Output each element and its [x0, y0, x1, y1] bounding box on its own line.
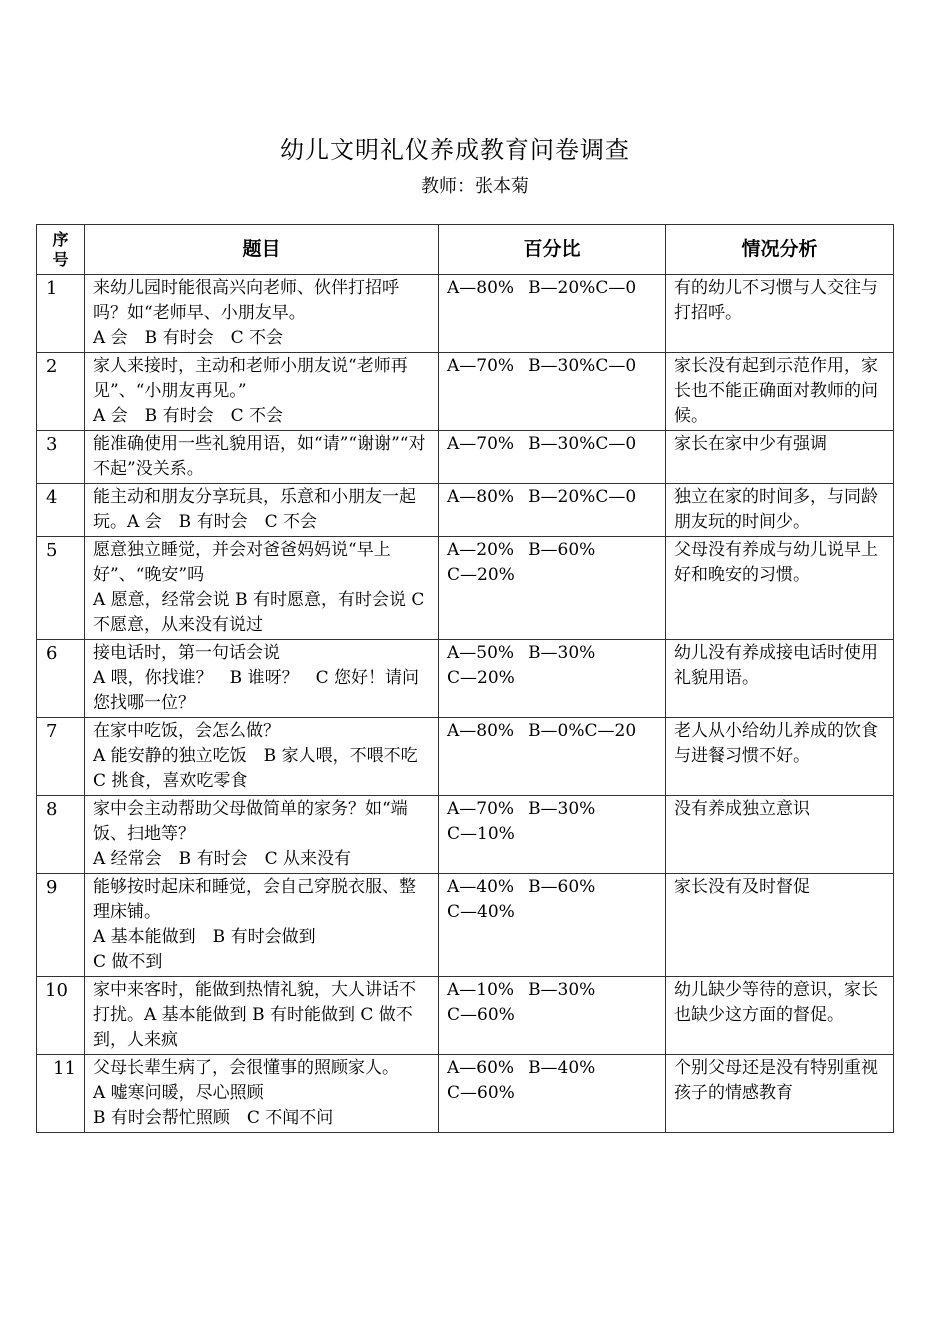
table-row	[37, 977, 894, 1055]
question-text: A 会 B 有时会 C 不会	[93, 406, 283, 426]
percentage-a: A—70%	[447, 434, 515, 454]
percentage-cell	[439, 977, 666, 1055]
header-percentage: 百分比	[439, 225, 666, 275]
question-text: 接电话时，第一句话会说	[93, 643, 280, 663]
analysis-cell: 没有养成独立意识	[666, 796, 894, 874]
row-number: 7	[37, 718, 85, 796]
table-row	[37, 874, 894, 977]
percentage-b: B—30%	[528, 980, 596, 1000]
percentage-b: B—20%	[528, 487, 596, 507]
percentage-c: C—60%	[447, 1005, 515, 1025]
header-analysis: 情况分析	[666, 225, 894, 275]
row-number: 3	[37, 431, 85, 484]
table-row	[37, 275, 894, 353]
question-text: 父母长辈生病了，会很懂事的照顾家人。	[93, 1058, 399, 1078]
percentage-c: C—20%	[447, 668, 515, 688]
table-row	[37, 718, 894, 796]
percentage-b: B—30%	[528, 356, 596, 376]
question-cell	[85, 640, 439, 718]
table-row	[37, 353, 894, 431]
analysis-cell: 父母没有养成与幼儿说早上好和晚安的习惯。	[666, 537, 894, 640]
percentage-cell	[439, 353, 666, 431]
analysis-cell: 有的幼儿不习惯与人交往与打招呼。	[666, 275, 894, 353]
analysis-cell: 幼儿缺少等待的意识，家长也缺少这方面的督促。	[666, 977, 894, 1055]
row-number: 8	[37, 796, 85, 874]
question-text: A 嘘寒问暖，尽心照顾	[93, 1083, 264, 1103]
header-number-line1: 序	[52, 229, 69, 249]
question-text: 家中会主动帮助父母做简单的家务？如“端饭、扫地等？	[93, 799, 408, 844]
question-cell	[85, 874, 439, 977]
percentage-c: C—40%	[447, 902, 515, 922]
table-row	[37, 537, 894, 640]
question-cell	[85, 537, 439, 640]
percentage-c: C—0	[595, 487, 637, 507]
analysis-cell: 幼儿没有养成接电话时使用礼貌用语。	[666, 640, 894, 718]
question-text: 来幼儿园时能很高兴向老师、伙伴打招呼吗？如“老师早、小朋友早。	[93, 278, 399, 323]
percentage-cell	[439, 275, 666, 353]
row-number: 1	[37, 275, 85, 353]
percentage-a: A—80%	[447, 487, 515, 507]
question-text: A 经常会 B 有时会 C 从来没有	[93, 849, 351, 869]
question-text: 家中来客时，能做到热情礼貌，大人讲话不打扰。A 基本能做到 B 有时能做到 C 做不到，人来疯	[93, 980, 416, 1050]
percentage-a: A—70%	[447, 799, 515, 819]
percentage-cell	[439, 640, 666, 718]
table-row	[37, 796, 894, 874]
header-question: 题目	[85, 225, 439, 275]
table-row	[37, 1055, 894, 1133]
percentage-b: B—60%	[528, 877, 596, 897]
question-text: A 会 B 有时会 C 不会	[93, 328, 283, 348]
percentage-a: A—40%	[447, 877, 515, 897]
question-text: 家人来接时，主动和老师小朋友说“老师再见”、“小朋友再见。”	[93, 356, 408, 401]
percentage-b: B—20%	[528, 278, 596, 298]
teacher-name: 教师：张本菊	[421, 176, 529, 197]
question-text: A 基本能做到 B 有时会做到	[93, 927, 316, 947]
question-cell	[85, 431, 439, 484]
question-cell	[85, 718, 439, 796]
percentage-cell	[439, 537, 666, 640]
question-text: 在家中吃饭，会怎么做？	[93, 721, 280, 741]
question-cell	[85, 796, 439, 874]
percentage-c: C—0	[595, 356, 637, 376]
question-cell	[85, 484, 439, 537]
header-number	[37, 225, 85, 275]
percentage-cell	[439, 874, 666, 977]
percentage-c: C—0	[595, 278, 637, 298]
table-row	[37, 431, 894, 484]
question-text: 能主动和朋友分享玩具，乐意和小朋友一起玩。A 会 B 有时会 C 不会	[93, 487, 416, 532]
percentage-a: A—80%	[447, 721, 515, 741]
percentage-a: A—20%	[447, 540, 515, 560]
analysis-cell: 家长没有及时督促	[666, 874, 894, 977]
survey-table	[36, 224, 894, 1133]
percentage-b: B—40%	[528, 1058, 596, 1078]
analysis-cell: 个别父母还是没有特别重视孩子的情感教育	[666, 1055, 894, 1133]
row-number: 4	[37, 484, 85, 537]
analysis-cell: 独立在家的时间多，与同龄朋友玩的时间少。	[666, 484, 894, 537]
percentage-c: C—20	[584, 721, 637, 741]
header-number-line2: 号	[52, 249, 69, 269]
percentage-a: A—10%	[447, 980, 515, 1000]
question-text: 愿意独立睡觉，并会对爸爸妈妈说“早上好”、“晚安”吗	[93, 540, 391, 585]
percentage-cell	[439, 431, 666, 484]
analysis-cell: 老人从小给幼儿养成的饮食与进餐习惯不好。	[666, 718, 894, 796]
analysis-cell: 家长在家中少有强调	[666, 431, 894, 484]
row-number: 5	[37, 537, 85, 640]
percentage-b: B—30%	[528, 799, 596, 819]
table-row	[37, 640, 894, 718]
table-row	[37, 484, 894, 537]
row-number: 10	[37, 977, 85, 1055]
percentage-cell	[439, 1055, 666, 1133]
percentage-b: B—60%	[528, 540, 596, 560]
percentage-cell	[439, 718, 666, 796]
page-title: 幼儿文明礼仪养成教育问卷调查	[280, 136, 630, 164]
percentage-a: A—80%	[447, 278, 515, 298]
question-cell	[85, 1055, 439, 1133]
question-cell	[85, 977, 439, 1055]
percentage-cell	[439, 484, 666, 537]
row-number: 2	[37, 353, 85, 431]
percentage-a: A—60%	[447, 1058, 515, 1078]
percentage-c: C—20%	[447, 565, 515, 585]
question-text: A 喂，你找谁？ B 谁呀？ C 您好！请问您找哪一位？	[93, 668, 419, 713]
percentage-a: A—50%	[447, 643, 515, 663]
question-text: A 愿意，经常会说 B 有时愿意，有时会说 C 不愿意，从来没有说过	[93, 590, 425, 635]
question-text: C 做不到	[93, 952, 163, 972]
percentage-c: C—10%	[447, 824, 515, 844]
percentage-c: C—0	[595, 434, 637, 454]
analysis-cell: 家长没有起到示范作用，家长也不能正确面对教师的问候。	[666, 353, 894, 431]
row-number: 6	[37, 640, 85, 718]
percentage-b: B—30%	[528, 643, 596, 663]
percentage-c: C—60%	[447, 1083, 515, 1103]
percentage-b: B—0%	[528, 721, 585, 741]
question-cell	[85, 353, 439, 431]
question-cell	[85, 275, 439, 353]
question-text: A 能安静的独立吃饭 B 家人喂，不喂不吃 C 挑食，喜欢吃零食	[93, 746, 435, 791]
question-text: 能够按时起床和睡觉，会自己穿脱衣服、整理床铺。	[93, 877, 416, 922]
question-text: B 有时会帮忙照顾 C 不闻不问	[93, 1108, 334, 1128]
percentage-cell	[439, 796, 666, 874]
percentage-a: A—70%	[447, 356, 515, 376]
row-number: 11	[37, 1055, 85, 1133]
question-text: 能准确使用一些礼貌用语，如“请”“谢谢”“对不起”没关系。	[93, 434, 426, 479]
percentage-b: B—30%	[528, 434, 596, 454]
row-number: 9	[37, 874, 85, 977]
table-header-row	[37, 225, 894, 275]
